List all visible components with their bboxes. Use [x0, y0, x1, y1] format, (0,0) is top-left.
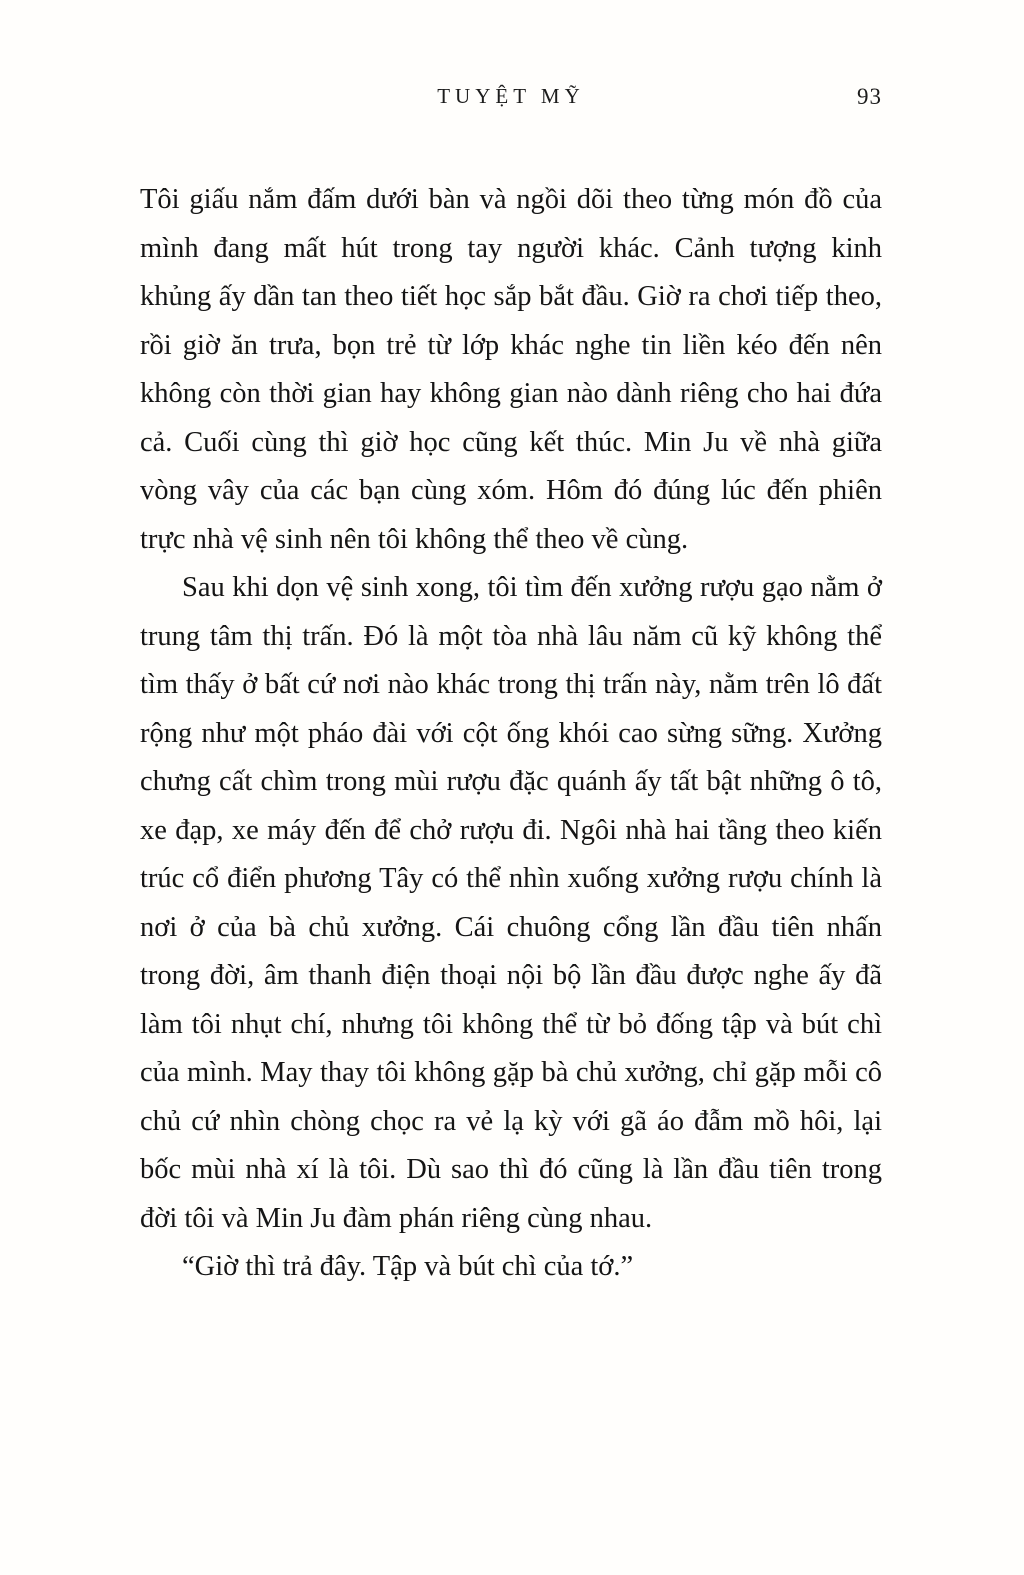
running-head [140, 84, 882, 114]
page-number: 93 [857, 84, 882, 109]
body-text [140, 176, 882, 1292]
dialogue-paragraph: “Giờ thì trả đây. Tập và bút chì của tớ.” [182, 1251, 634, 1282]
running-header-title: TUYỆT MỸ [437, 84, 585, 108]
paragraph: Sau khi dọn vệ sinh xong, tôi tìm đến xưởng rượu gạo nằm ở trung tâm thị trấn. Đó là một tòa nhà lâu năm cũ kỹ không thể tìm thấy ở bất cứ nơi nào khác trong thị trấn này, nằm trên lô đất rộng như một pháo đài với cột ống khói cao sừng sững. Xưởng chưng cất chìm trong mùi rượu đặc quánh ấy tất bật những ô tô, xe đạp, xe máy đến để chở rượu đi. Ngôi nhà hai tầng theo kiến trúc cổ điển phương Tây có thể nhìn xuống xưởng rượu chính là nơi ở của bà chủ xưởng. Cái chuông cổng lần đầu tiên nhấn trong đời, âm thanh điện thoại nội bộ lần đầu được nghe ấy đã làm tôi nhụt chí, nhưng tôi không thể từ bỏ đống tập và bút chì của mình. May thay tôi không gặp bà chủ xưởng, chỉ gặp mỗi cô chủ cứ nhìn chòng chọc ra vẻ lạ kỳ với gã áo đẫm mồ hôi, lại bốc mùi nhà xí là tôi. Dù sao thì đó cũng là lần đầu tiên trong đời tôi và Min Ju đàm phán riêng cùng nhau. [140, 572, 882, 1234]
paragraph: Tôi giấu nắm đấm dưới bàn và ngồi dõi theo từng món đồ của mình đang mất hút trong tay người khác. Cảnh tượng kinh khủng ấy dần tan theo tiết học sắp bắt đầu. Giờ ra chơi tiếp theo, rồi giờ ăn trưa, bọn trẻ từ lớp khác nghe tin liền kéo đến nên không còn thời gian hay không gian nào dành riêng cho hai đứa cả. Cuối cùng thì giờ học cũng kết thúc. Min Ju về nhà giữa vòng vây của các bạn cùng xóm. Hôm đó đúng lúc đến phiên trực nhà vệ sinh nên tôi không thể theo về cùng. [140, 184, 882, 555]
